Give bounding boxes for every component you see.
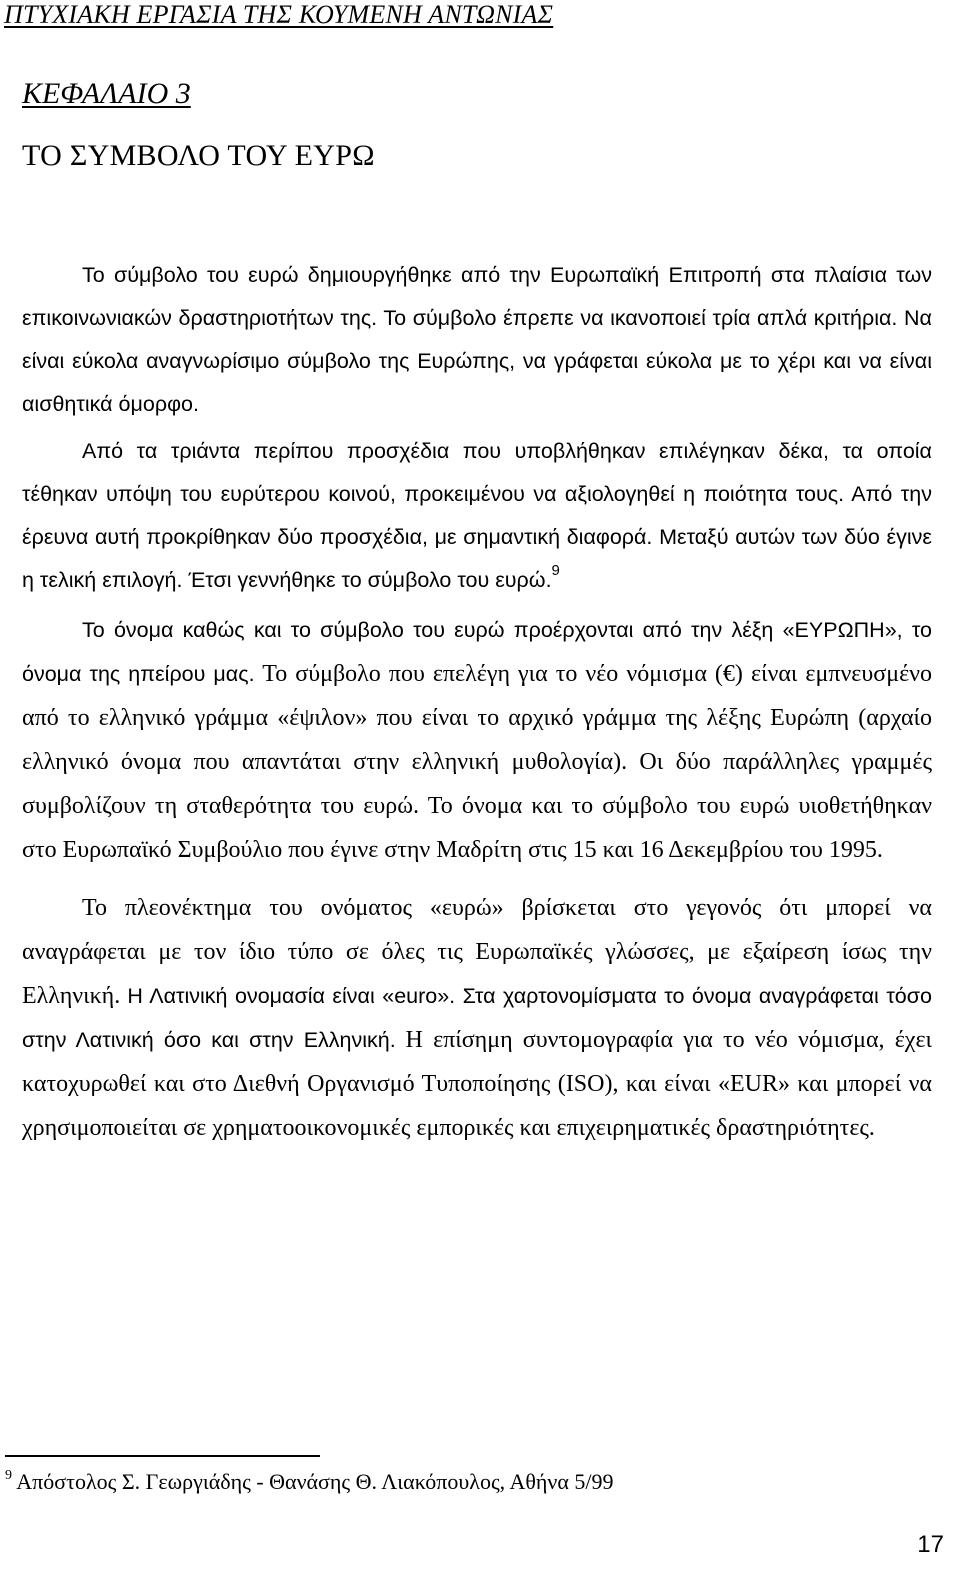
paragraph-4 (22, 886, 932, 1150)
paragraph-3 (22, 608, 932, 872)
footnote-marker: 9 (5, 1468, 12, 1483)
footnote-reference: 9 (551, 562, 560, 579)
footnote (5, 1468, 614, 1496)
body-text (22, 254, 932, 1150)
paragraph-3-serif-text: Το σύμβολο που επελέγη για το νέο νόμισμα (€) είναι εμπνευσμένο από το ελληνικό γράμμα «έψιλον» που είναι το αρχικό γράμμα της λέξης Ευρώπη (αρχαίο ελληνικό όνομα που απαντάται στην ελληνική μυθολογία). Οι δύο παράλληλες γραμμές συμβολίζουν τη σταθερότητα του ευρώ. Το όνομα και το σύμβολο του ευρώ υιοθετήθηκαν στο Ευρωπαϊκό Συμβούλιο που έγινε στην Μαδρίτη στις 15 και 16 Δεκεμβρίου του 1995. (22, 661, 932, 863)
paragraph-2-text: Από τα τριάντα περίπου προσχέδια που υποβλήθηκαν επιλέγηκαν δέκα, τα οποία τέθηκαν υπόψη του ευρύτερου κοινού, προκειμένου να αξιολογηθεί η ποιότητα τους. Από την έρευνα αυτή προκρίθηκαν δύο προσχέδια, με σημαντική διαφορά. Μεταξύ αυτών των δύο έγινε η τελική επιλογή. Έτσι γεννήθηκε το σύμβολο του ευρώ. (22, 439, 932, 592)
paragraph-4-sans-text: Η Λατινική ονομασία είναι «euro». Στα χαρτονομίσματα το όνομα αναγράφεται τόσο στην Λατινική όσο και στην Ελληνική. (22, 984, 932, 1052)
footnote-divider (5, 1455, 320, 1457)
chapter-label: ΚΕΦΑΛΑΙΟ 3 (22, 77, 191, 110)
running-header: ΠΤΥΧΙΑΚΗ ΕΡΓΑΣΙΑ ΤΗΣ ΚΟΥΜΕΝΗ ΑΝΤΩΝΙΑΣ (4, 0, 554, 29)
paragraph-4-serif-text-b: Η επίσημη συντομογραφία για το νέο νόμισμα, έχει κατοχυρωθεί και στο Διεθνή Οργανισμό Τυποποίησης (ISO), και είναι «EUR» και μπορεί να χρησιμοποιείται σε χρηματοοικονομικές εμπορικές και επιχειρηματικές δραστηριότητες. (22, 1027, 932, 1141)
paragraph-3-sans-text: Το όνομα καθώς και το σύμβολο του ευρώ προέρχονται από την λέξη «ΕΥΡΩΠΗ», το όνομα της ηπείρου μας. (22, 618, 932, 686)
paragraph-2 (22, 430, 932, 602)
footnote-text: Απόστολος Σ. Γεωργιάδης - Θανάσης Θ. Λιακόπουλος, Αθήνα 5/99 (16, 1469, 614, 1494)
paragraph-1: Το σύμβολο του ευρώ δημιουργήθηκε από την Ευρωπαϊκή Επιτροπή στα πλαίσια των επικοινωνιακών δραστηριοτήτων της. Το σύμβολο έπρεπε να ικανοποιεί τρία απλά κριτήρια. Να είναι εύκολα αναγνωρίσιμο σύμβολο της Ευρώπης, να γράφεται εύκολα με το χέρι και να είναι αισθητικά όμορφο. (22, 263, 932, 416)
paragraph-4-serif-text-a: Το πλεονέκτημα του ονόματος «ευρώ» βρίσκεται στο γεγονός ότι μπορεί να αναγράφεται με τον ίδιο τύπο σε όλες τις Ευρωπαϊκές γλώσσες, με εξαίρεση ίσως την Ελληνική. (22, 895, 932, 1009)
chapter-title: ΤΟ ΣΥΜΒΟΛΟ ΤΟΥ ΕΥΡΩ (22, 139, 375, 172)
page-number: 17 (917, 1531, 944, 1558)
